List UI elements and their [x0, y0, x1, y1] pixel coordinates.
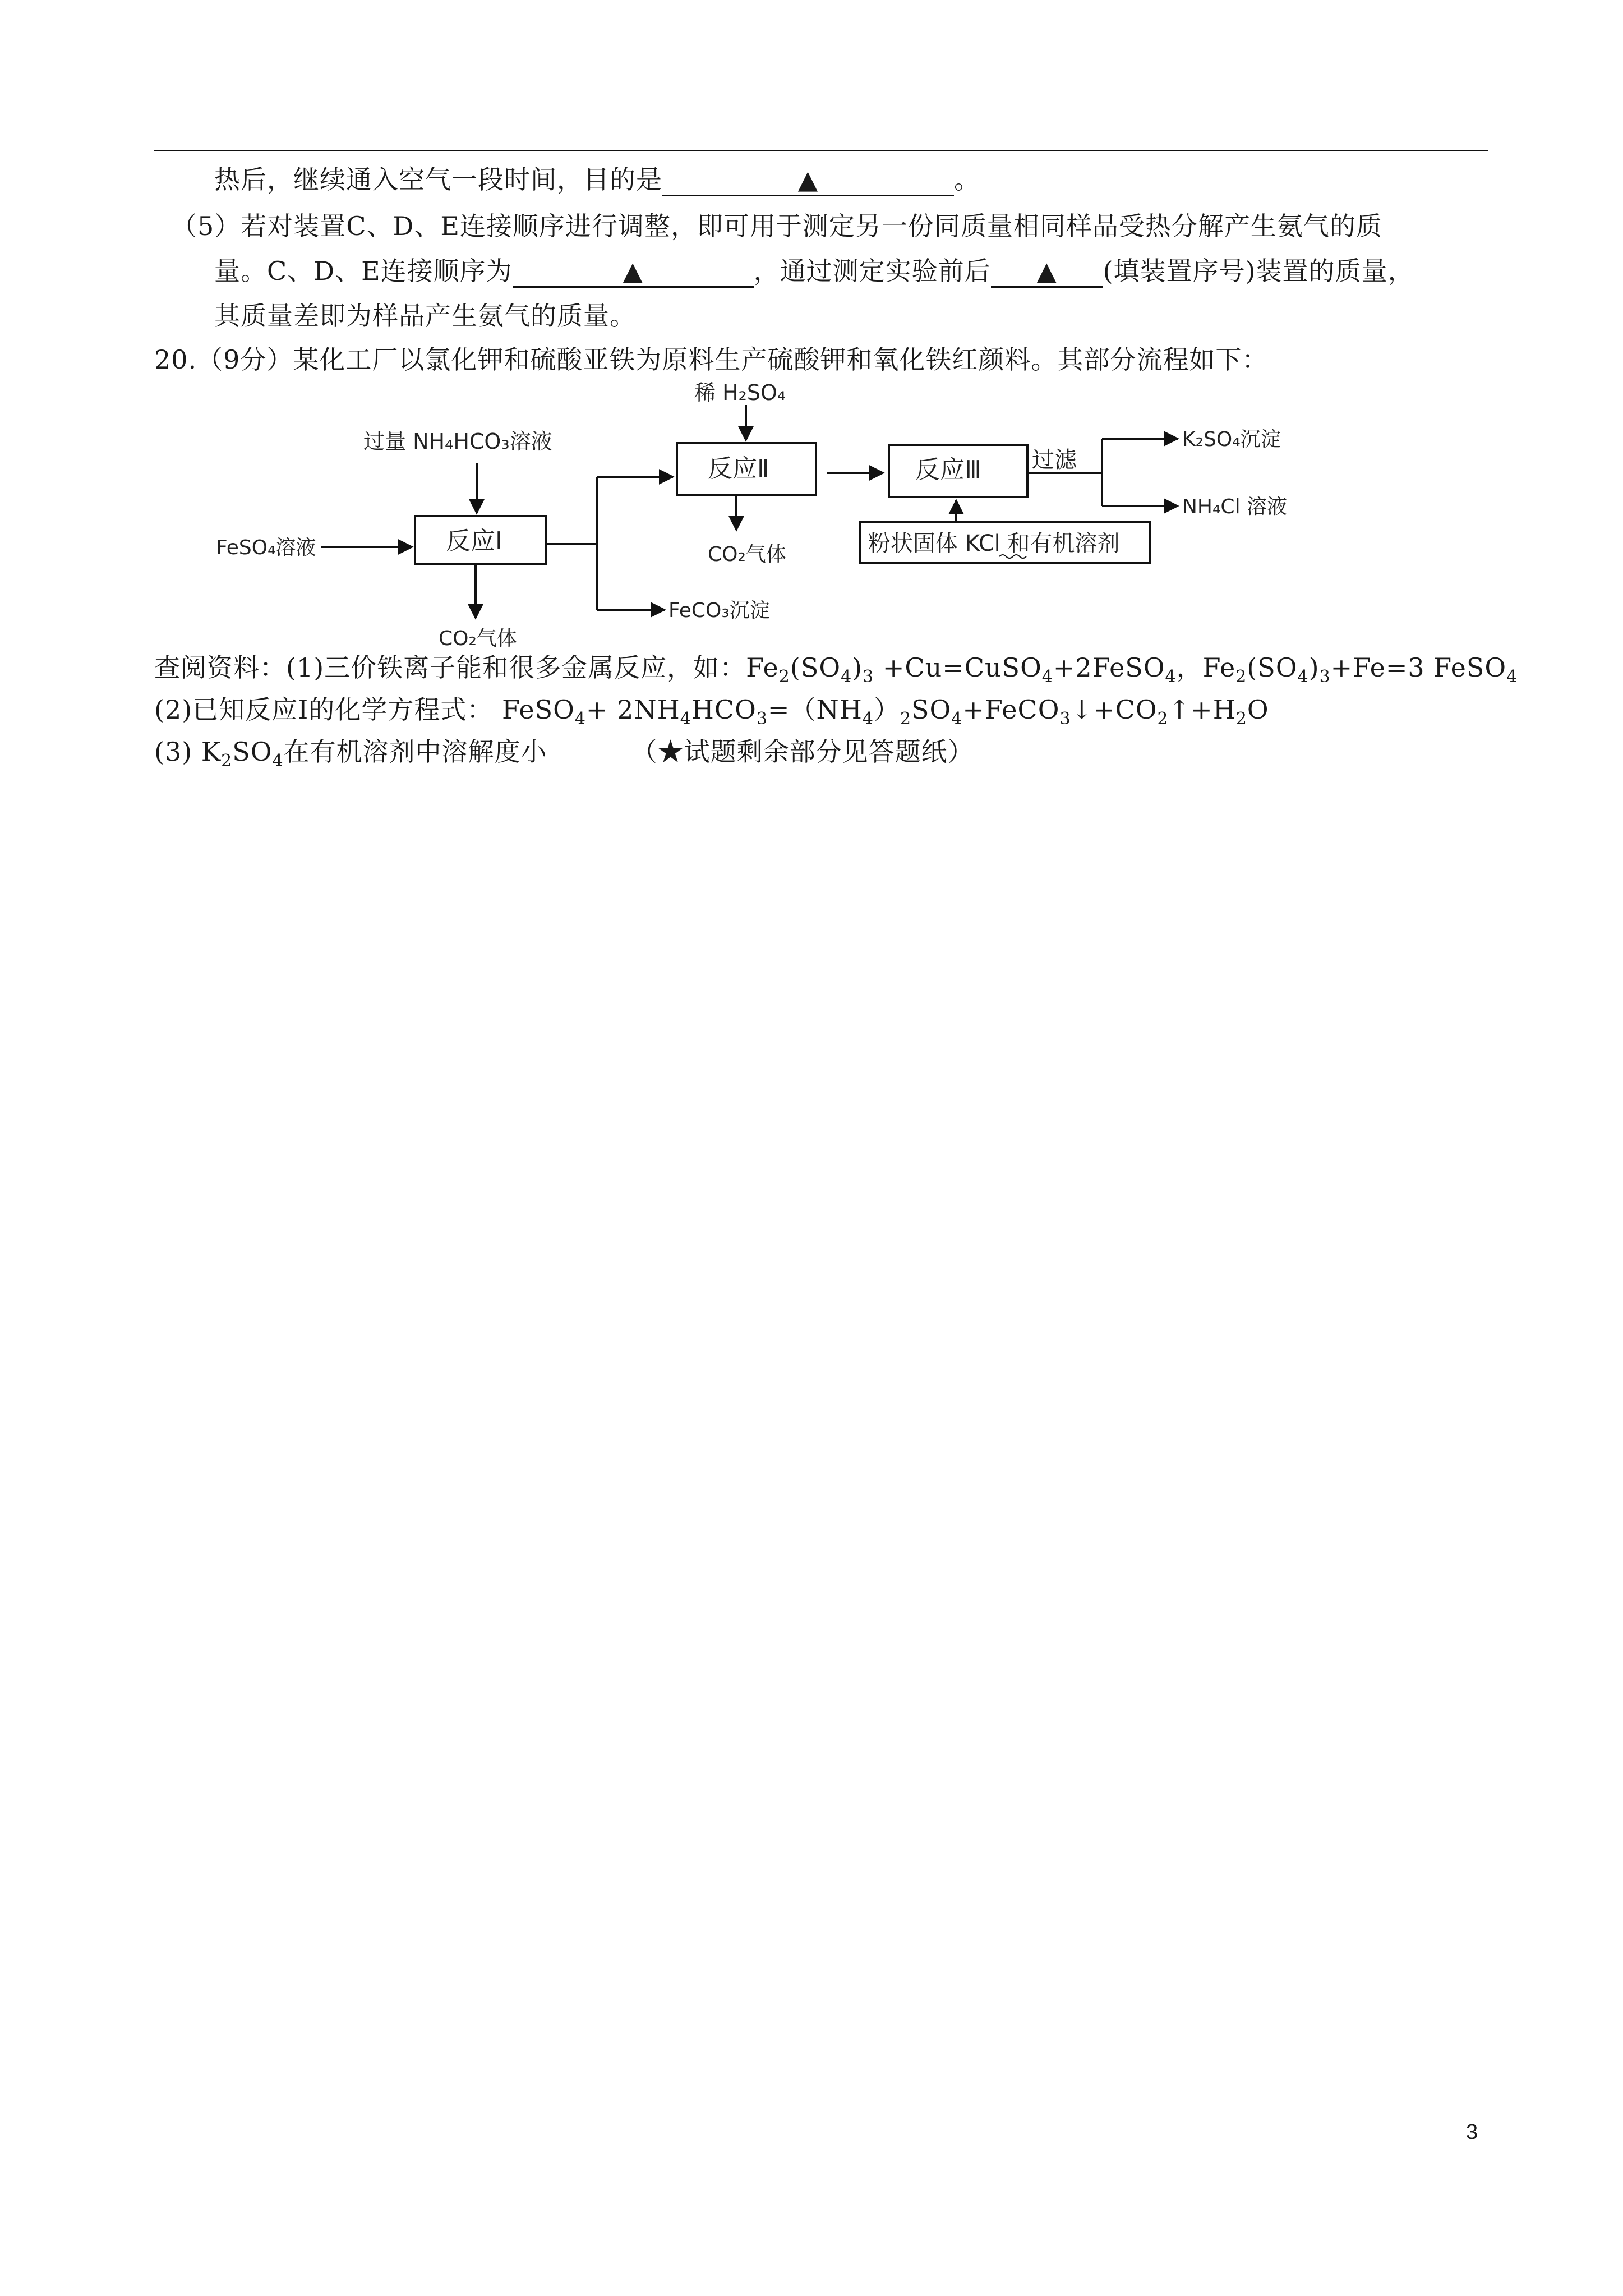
label-reaction-1: 反应Ⅰ — [446, 527, 502, 555]
label-k2so4: K₂SO₄沉淀 — [1182, 428, 1281, 451]
ref2-text: + 2NH — [585, 694, 680, 725]
sub: 4 — [680, 709, 691, 729]
line-ref-3 — [154, 735, 974, 769]
continuation-note: （★试题剩余部分见答题纸） — [631, 737, 974, 767]
label-h2so4: 稀 H₂SO₄ — [694, 380, 786, 405]
sub: 4 — [1041, 667, 1053, 687]
label-feso4: FeSO₄溶液 — [216, 536, 316, 559]
sub: 3 — [756, 709, 768, 729]
triangle-mark: ▲ — [797, 164, 819, 195]
sub: 4 — [841, 667, 852, 687]
sub: 4 — [1165, 667, 1177, 687]
line-ref-1 — [154, 651, 1518, 687]
sub: 2 — [1235, 709, 1247, 729]
sub: 4 — [574, 709, 586, 729]
ref2-text: SO — [911, 694, 952, 725]
sub: 2 — [221, 751, 233, 771]
ref2-text: ） — [873, 694, 900, 725]
label-co2-2: CO₂气体 — [708, 543, 786, 566]
triangle-mark: ▲ — [1036, 256, 1057, 286]
sub: 4 — [951, 709, 963, 729]
sub: 2 — [778, 667, 790, 687]
sub: 2 — [1235, 667, 1247, 687]
sub: 4 — [272, 751, 284, 771]
sub: 3 — [1319, 667, 1331, 687]
ref2-text: (2)已知反应Ⅰ的化学方程式： FeSO — [154, 694, 575, 725]
label-reaction-2: 反应Ⅱ — [708, 454, 769, 483]
sub: 4 — [1506, 667, 1518, 687]
process-flow-diagram — [0, 0, 1623, 662]
ref2-text: HCO — [691, 694, 757, 725]
sub: 3 — [863, 667, 874, 687]
ref2-text: ↓+CO — [1071, 694, 1158, 725]
label-nh4hco3: 过量 NH₄HCO₃溶液 — [363, 429, 552, 454]
sub: 4 — [1297, 667, 1309, 687]
ref1-text: ，Fe — [1176, 652, 1236, 683]
ref1-text: +2FeSO — [1053, 652, 1165, 683]
ref1-text: ) — [1308, 652, 1320, 683]
page-number: 3 — [1466, 2120, 1478, 2144]
line-ref-2 — [154, 693, 1269, 729]
ref1-text: 查阅资料：(1)三价铁离子能和很多金属反应，如：Fe — [154, 652, 779, 683]
q5-text: （5）若对装置C、D、E连接顺序进行调整，即可用于测定另一份同质量相同样品受热分解产生氨气的质 — [171, 211, 1382, 241]
q4-end: 。 — [954, 164, 980, 195]
label-nh4cl: NH₄Cl 溶液 — [1182, 495, 1288, 518]
ref2-text: =（NH — [767, 694, 863, 725]
ref1-text: ) — [852, 652, 863, 683]
ref3-text: SO — [232, 737, 273, 767]
sub: 3 — [1059, 709, 1071, 729]
q5-end-text: 其质量差即为样品产生氨气的质量。 — [214, 301, 636, 331]
q20-text: 20.（9分）某化工厂以氯化钾和硫酸亚铁为原料生产硫酸钾和氧化铁红颜料。其部分流程如下： — [154, 344, 1269, 375]
ref1-text: +Cu=CuSO — [874, 652, 1042, 683]
ref1-text: +Fe=3 FeSO — [1330, 652, 1507, 683]
sub: 4 — [862, 709, 874, 729]
label-filter: 过滤 — [1032, 447, 1077, 473]
label-reaction-3: 反应Ⅲ — [915, 455, 982, 484]
label-co2-1: CO₂气体 — [439, 627, 517, 650]
ref2-text: O — [1247, 694, 1269, 725]
q4-text: 热后，继续通入空气一段时间，目的是 — [214, 164, 662, 195]
q5-order-label: 量。C、D、E连接顺序为 — [214, 256, 513, 286]
ref2-text: +FeCO — [962, 694, 1060, 725]
ref1-text: (SO — [790, 652, 841, 683]
label-feco3: FeCO₃沉淀 — [668, 599, 770, 622]
ref3-text: 在有机溶剂中溶解度小 — [283, 737, 547, 767]
ref3-text: (3) K — [154, 737, 222, 767]
q5-measure-label: ，通过测定实验前后 — [753, 256, 991, 286]
triangle-mark: ▲ — [623, 256, 643, 286]
sub: 2 — [900, 709, 912, 729]
ref1-text: (SO — [1247, 652, 1298, 683]
label-kcl-solvent: 粉状固体 KCl 和有机溶剂 — [868, 531, 1120, 556]
ref2-text: ↑+H — [1168, 694, 1236, 725]
sub: 2 — [1157, 709, 1169, 729]
q5-hint: (填装置序号)装置的质量， — [1103, 256, 1414, 286]
